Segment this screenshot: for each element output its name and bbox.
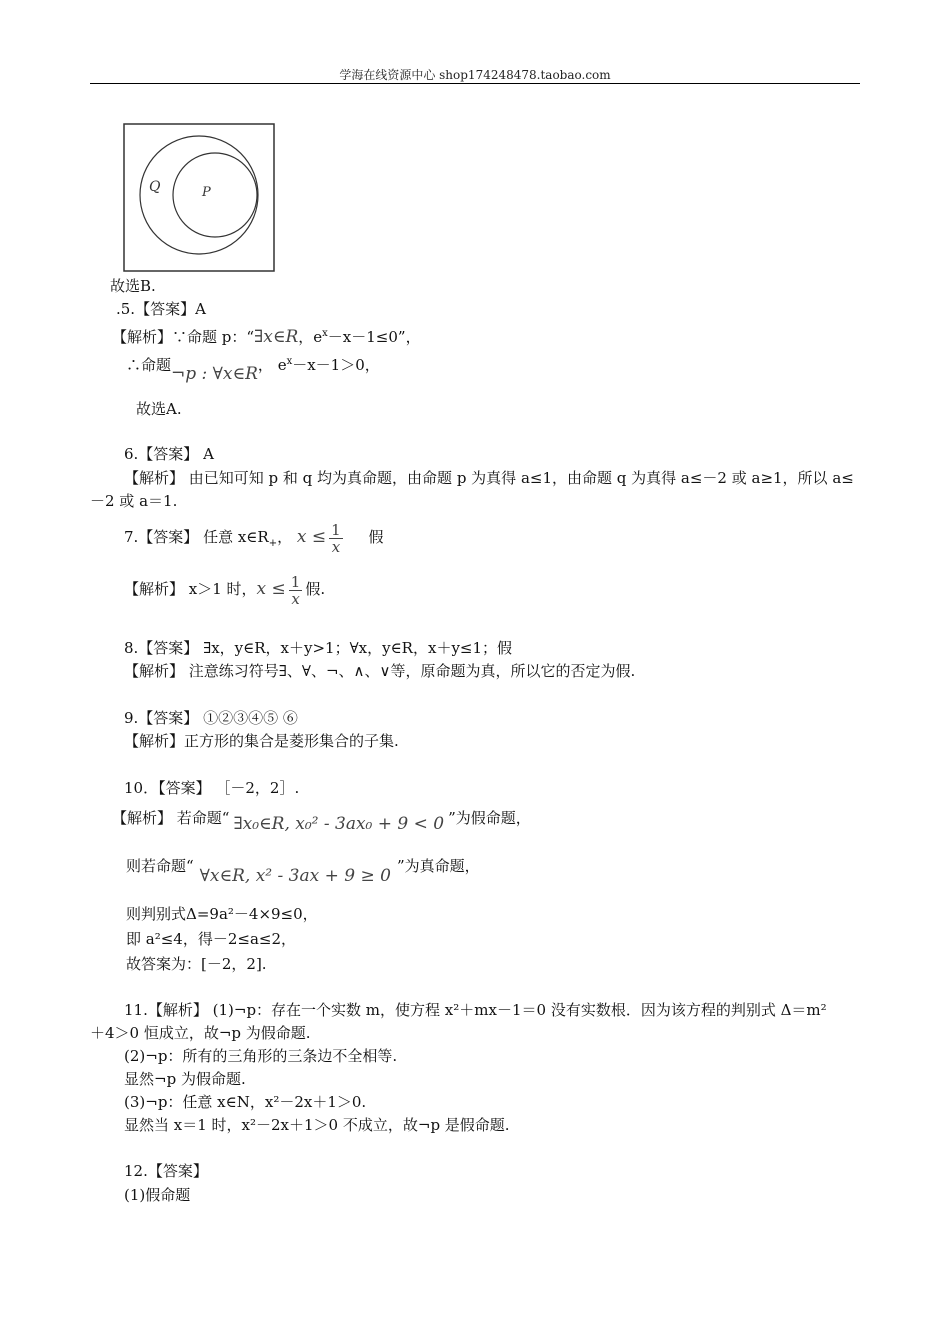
q7-analysis-frac-num: 1 — [290, 572, 301, 591]
q10-analysis-suffix: ”为假命题， — [448, 809, 531, 827]
q5-analysis-text: 【解析】∵命题 p：“ — [112, 328, 255, 346]
q7-answer-lhs: x ≤ — [296, 527, 327, 547]
q5-analysis — [112, 324, 421, 347]
q12-part1: (1)假命题 — [124, 1186, 191, 1204]
q11-line6: 显然当 x＝1 时，x²－2x＋1＞0 不成立，故¬p 是假命题. — [124, 1116, 510, 1134]
q9-analysis: 【解析】正方形的集合是菱形集合的子集. — [124, 732, 399, 750]
q6-analysis-line1: 【解析】 由已知可知 p 和 q 均为真命题，由命题 p 为真得 a≤1，由命题 q 为真得 a≤－2 或 a≥1，所以 a≤ — [124, 469, 854, 487]
q5-therefore-text: ∴命题 — [126, 356, 172, 374]
q11-line3: (2)¬p：所有的三角形的三条边不全相等. — [124, 1047, 398, 1065]
q8-analysis: 【解析】 注意练习符号∃、∀、¬、∧、∨等，原命题为真，所以它的否定为假. — [124, 662, 636, 680]
q7-answer-suffix: 假 — [368, 528, 384, 546]
q10-analysis-prefix: 【解析】 若命题“ — [112, 809, 230, 827]
q5-therefore-end: －x－1＞0， — [292, 356, 380, 374]
venn-circle-p — [173, 153, 257, 237]
venn-label-q: Q — [149, 179, 161, 195]
q10-then — [126, 856, 480, 886]
q6-answer: 6.【答案】 A — [124, 445, 214, 463]
q11-line1: 11.【解析】 (1)¬p：存在一个实数 m，使方程 x²＋mx－1＝0 没有实数根．因为该方程的判别式 Δ＝m² — [124, 1001, 827, 1019]
q5-conclusion: 故选A. — [136, 400, 182, 418]
q10-then-prefix: 则若命题“ — [126, 857, 194, 875]
q8-answer: 8.【答案】 ∃x，y∈R，x＋y>1；∀x，y∈R，x＋y≤1；假 — [124, 639, 513, 657]
q10-then-math: ∀x∈R, x² - 3ax + 9 ≥ 0 — [199, 866, 391, 886]
q7-answer — [124, 518, 384, 563]
q5-therefore-sup: x — [286, 356, 293, 367]
q10-then-suffix: ”为真命题， — [396, 857, 480, 875]
q7-analysis — [124, 570, 325, 608]
q9-answer: 9.【答案】 ①②③④⑤ ⑥ — [124, 709, 298, 727]
q10-analysis-math: ∃x₀∈R, x₀² - 3ax₀ + 9 < 0 — [233, 814, 445, 834]
q7-analysis-suffix: 假. — [305, 580, 326, 598]
q10-answer: 10．【答案】 ［－2，2］. — [124, 779, 300, 797]
q7-frac-num: 1 — [331, 520, 341, 539]
venn-circle-q — [140, 136, 258, 254]
q5-answer: .5.【答案】A — [116, 300, 206, 318]
header-rule — [90, 83, 860, 84]
q5-therefore-tail: ， e — [257, 356, 287, 374]
q7-analysis-lhs: x ≤ — [256, 579, 286, 599]
q4-conclusion: 故选B. — [110, 277, 156, 295]
q10-result: 故答案为：[－2，2]. — [126, 955, 267, 973]
q5-analysis-sup: x — [322, 328, 328, 339]
q5-therefore — [126, 352, 380, 384]
q5-analysis-math: ∃x∈R — [254, 327, 299, 347]
q11-line4: 显然¬p 为假命题. — [124, 1070, 246, 1088]
q12-answer: 12.【答案】 — [124, 1162, 208, 1180]
q7-frac-den: x — [331, 537, 341, 556]
q7-analysis-frac-den: x — [291, 589, 300, 608]
q5-therefore-math: ¬p : ∀x∈R — [171, 364, 258, 384]
q7-analysis-fraction — [289, 574, 303, 607]
q7-answer-sub: + — [268, 538, 278, 549]
q10-discriminant: 则判别式Δ=9a²－4×9≤0， — [126, 905, 318, 923]
q10-range: 即 a²≤4，得－2≤a≤2， — [126, 930, 297, 948]
page-header: 学海在线资源中心 shop174248478.taobao.com — [339, 68, 611, 82]
q11-line5: (3)¬p：任意 x∈N，x²－2x＋1＞0. — [124, 1093, 367, 1111]
q7-answer-fraction — [329, 522, 343, 555]
q5-analysis-tail: ，e — [298, 328, 323, 346]
q5-analysis-end: －x－1≤0”， — [327, 328, 421, 346]
q6-analysis-line2: －2 或 a＝1. — [90, 492, 178, 510]
venn-label-p: P — [202, 185, 211, 200]
q11-line2: ＋4＞0 恒成立，故¬p 为假命题. — [90, 1024, 311, 1042]
q7-answer-comma: ， — [277, 528, 293, 546]
venn-universe-box — [124, 124, 274, 271]
venn-diagram — [123, 123, 275, 272]
q7-analysis-prefix: 【解析】 x＞1 时， — [124, 580, 257, 598]
q10-analysis — [112, 808, 531, 834]
q7-answer-prefix: 7.【答案】 任意 x∈R — [124, 528, 269, 546]
